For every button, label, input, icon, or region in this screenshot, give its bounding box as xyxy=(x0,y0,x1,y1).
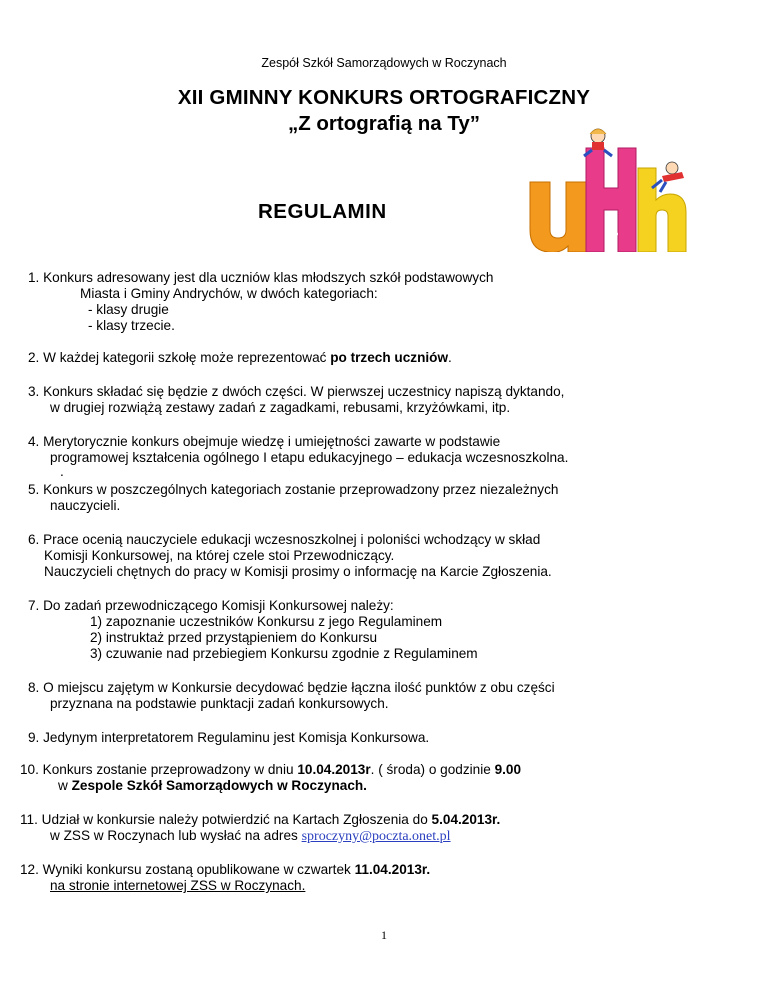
rule-7-task-2: 2) instruktaż przed przystąpieniem do Konkursu xyxy=(90,630,378,645)
rule-2-bold: po trzech uczniów xyxy=(330,350,449,365)
rule-10-line-2 xyxy=(58,778,367,794)
rule-5-line-2: nauczycieli. xyxy=(50,498,121,513)
contest-title: XII GMINNY KONKURS ORTOGRAFICZNY xyxy=(177,86,591,109)
email-link[interactable]: sproczyny@poczta.onet.pl xyxy=(301,829,451,844)
rule-6-line-3: Nauczycieli chętnych do pracy w Komisji prosimy o informację na Karcie Zgłoszenia. xyxy=(44,564,552,579)
letter-h-shape xyxy=(586,148,636,252)
rule-7-task-1: 1) zapoznanie uczestników Konkursu z jego Regulaminem xyxy=(90,614,443,629)
rule-11-text-2: w ZSS w Roczynach lub wysłać na adres xyxy=(50,828,302,843)
rule-3-line-1: 3. Konkurs składać się będzie z dwóch części. W pierwszej uczestnicy napiszą dyktando, xyxy=(28,384,565,399)
h-dot-2 xyxy=(614,232,618,236)
rule-10-place: Zespole Szkół Samorządowych w Roczynach. xyxy=(71,778,367,793)
contest-subtitle: „Z ortografią na Ty” xyxy=(287,112,481,135)
rule-10-text: 10. Konkurs zostanie przeprowadzony w dniu xyxy=(20,762,298,777)
kids-letters-logo xyxy=(528,128,688,252)
kid-hair xyxy=(590,129,606,134)
rule-6-line-2: Komisji Konkursowej, na której czele stoi Przewodniczący. xyxy=(44,548,395,563)
h-dot-1 xyxy=(608,226,612,230)
rule-11-text: 11. Udział w konkursie należy potwierdzić na Kartach Zgłoszenia do xyxy=(20,812,432,827)
rule-1-line-2: Miasta i Gminy Andrychów, w dwóch kategoriach: xyxy=(80,286,378,301)
rule-2 xyxy=(28,350,452,366)
rule-2-text: 2. W każdej kategorii szkołę może reprezentować xyxy=(28,350,331,365)
rule-11-line-2 xyxy=(50,828,451,845)
school-name: Zespół Szkół Samorządowych w Roczynach xyxy=(261,56,507,70)
rule-10-text-2: . ( środa) o godzinie xyxy=(370,762,495,777)
rule-2-end: . xyxy=(448,350,452,365)
rule-1-category-3: - klasy trzecie. xyxy=(88,318,175,333)
rule-11-line-1 xyxy=(20,812,500,828)
rule-4-line-3: . xyxy=(60,464,64,479)
rule-7-line-1: 7. Do zadań przewodniczącego Komisji Konkursowej należy: xyxy=(28,598,394,613)
rule-11-date: 5.04.2013r. xyxy=(431,812,501,827)
rule-10-time: 9.00 xyxy=(494,762,522,777)
rule-7-task-3: 3) czuwanie nad przebiegiem Konkursu zgodnie z Regulaminem xyxy=(90,646,478,661)
rule-1-line-1: 1. Konkurs adresowany jest dla uczniów klas młodszych szkół podstawowych xyxy=(28,270,494,285)
page-number: 1 xyxy=(381,928,387,942)
rule-8-line-2: przyznana na podstawie punktacji zadań konkursowych. xyxy=(50,696,389,711)
rule-12-line-2: na stronie internetowej ZSS w Roczynach. xyxy=(50,878,306,893)
rule-12-text: 12. Wyniki konkursu zostaną opublikowane w czwartek xyxy=(20,862,355,877)
regulations-heading: REGULAMIN xyxy=(258,200,387,223)
letter-u-shape xyxy=(530,182,586,252)
rule-5-line-1: 5. Konkurs w poszczególnych kategoriach zostanie przeprowadzony przez niezależnych xyxy=(28,482,559,497)
rule-6-line-1: 6. Prace ocenią nauczyciele edukacji wczesnoszkolnej i poloniści wchodzący w skład xyxy=(28,532,541,547)
kid2-head xyxy=(666,162,678,174)
rule-9: 9. Jedynym interpretatorem Regulaminu jest Komisja Konkursowa. xyxy=(28,730,430,745)
rule-3-line-2: w drugiej rozwiążą zestawy zadań z zagadkami, rebusami, krzyżówkami, itp. xyxy=(50,400,511,415)
rule-4-line-1: 4. Merytorycznie konkurs obejmuje wiedzę i umiejętności zawarte w podstawie xyxy=(28,434,501,449)
rule-12-line-1 xyxy=(20,862,430,878)
rule-12-date: 11.04.2013r. xyxy=(354,862,431,877)
rule-10-prefix: w xyxy=(58,778,72,793)
rule-1-category-2: - klasy drugie xyxy=(88,302,169,317)
kid-body xyxy=(592,142,604,150)
rule-4-line-2: programowej kształcenia ogólnego I etapu edukacyjnego – edukacja wczesnoszkolna. xyxy=(50,450,569,465)
rule-8-line-1: 8. O miejscu zajętym w Konkursie decydować będzie łączna ilość punktów z obu części xyxy=(28,680,555,695)
rule-10-line-1 xyxy=(20,762,521,778)
rule-10-date: 10.04.2013r xyxy=(297,762,371,777)
